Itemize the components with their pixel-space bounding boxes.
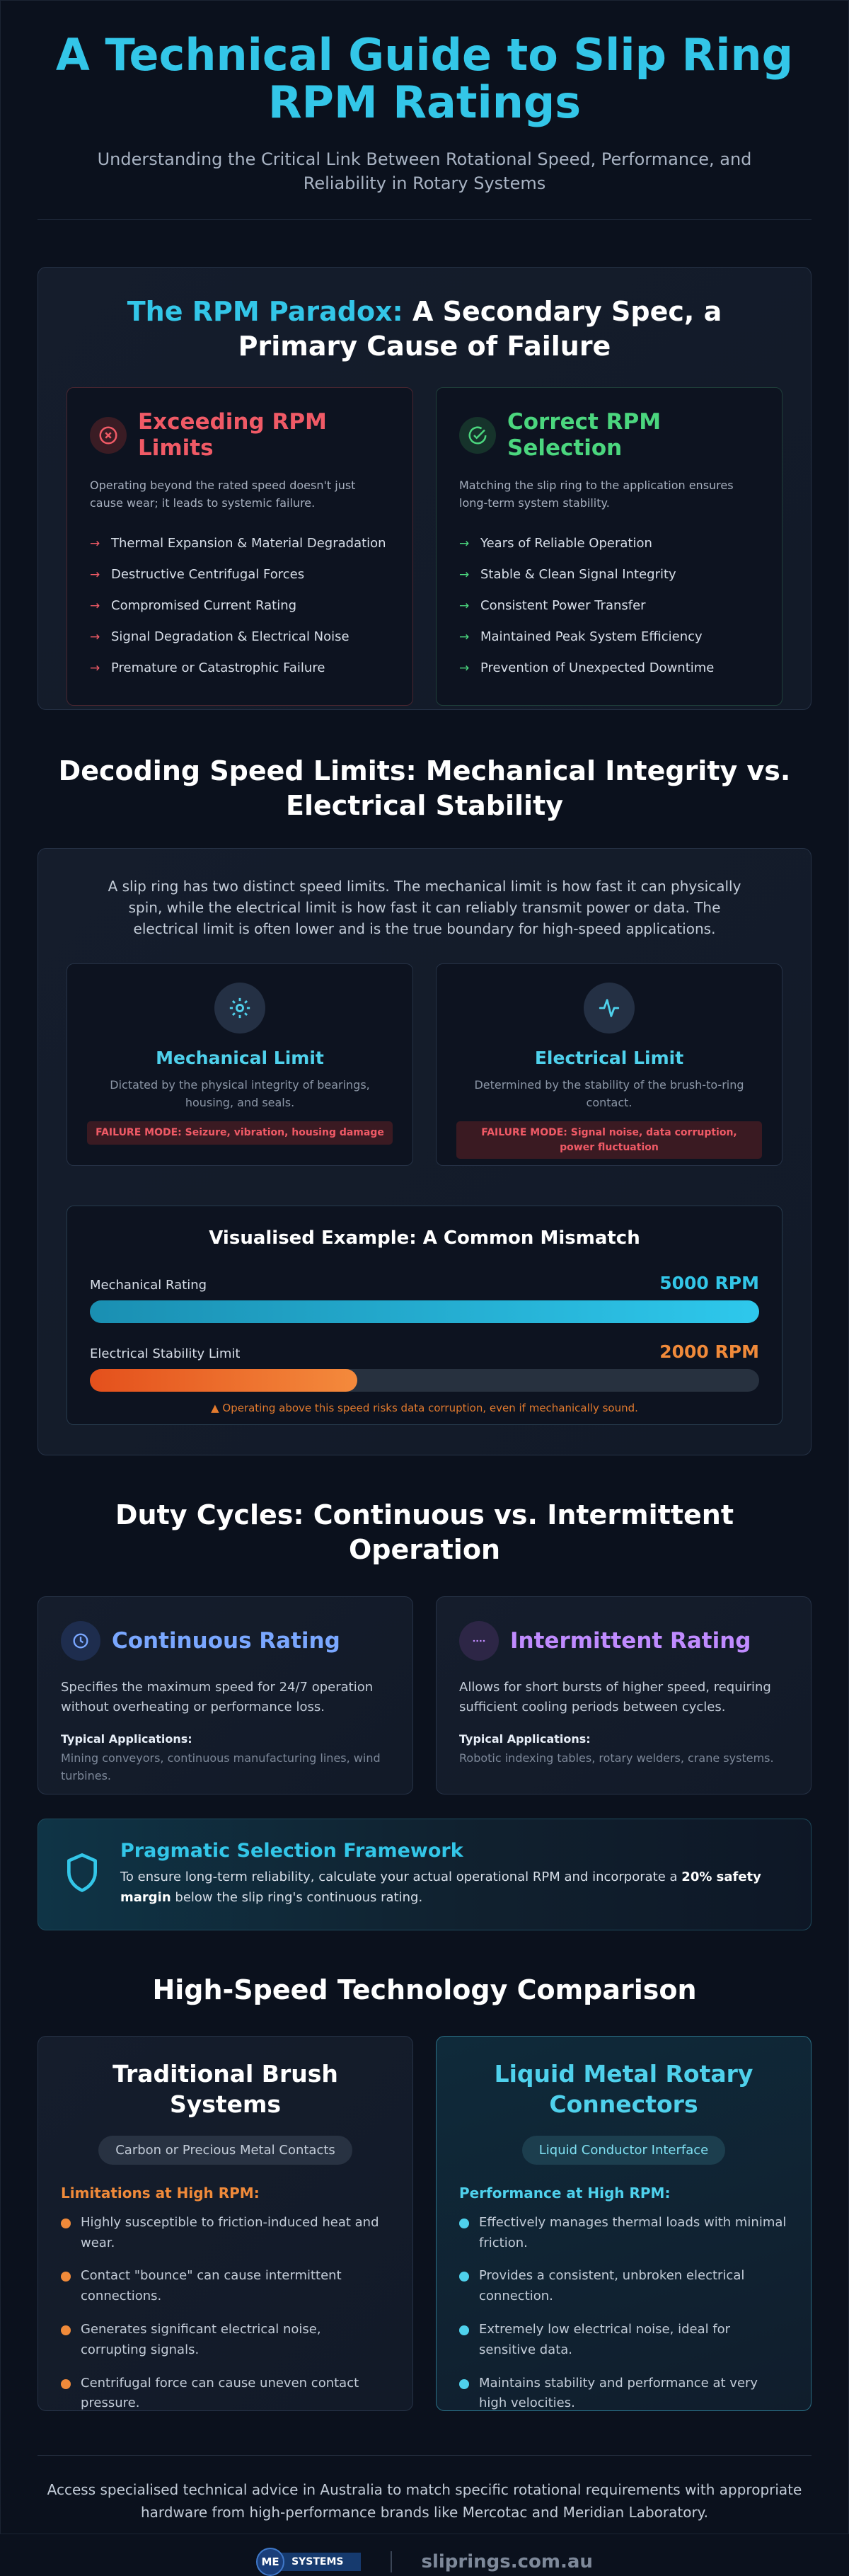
continuous-rating-title: Continuous Rating [112, 1627, 340, 1654]
arrow-right-icon: → [459, 598, 470, 613]
list-item [459, 590, 759, 622]
exceeding-rpm-desc: Operating beyond the rated speed doesn't just cause wear; it leads to systemic failure. [90, 479, 356, 510]
arrow-right-icon: → [459, 660, 470, 675]
mechanical-limit-title: Mechanical Limit [156, 1047, 324, 1068]
electrical-limit-track [90, 1369, 759, 1392]
list-item [90, 590, 390, 622]
mismatch-title: Visualised Example: A Common Mismatch [209, 1227, 640, 1249]
electrical-limit-title: Electrical Limit [534, 1047, 684, 1068]
brush-systems-title: Traditional Brush Systems [112, 2060, 338, 2118]
liquid-metal-title: Liquid Metal Rotary Connectors [494, 2060, 753, 2118]
electrical-limit-desc: Determined by the stability of the brush-to-ring contact. [474, 1077, 744, 1109]
mismatch-example [67, 1206, 782, 1425]
continuous-apps-label: Typical Applications: [61, 1732, 192, 1746]
bullet-dot-icon [61, 2272, 71, 2282]
divider [37, 219, 812, 220]
liquid-performance-heading: Performance at High RPM: [459, 2184, 671, 2202]
dashes-icon [459, 1621, 499, 1661]
footer-divider [37, 2455, 812, 2456]
list-item [61, 2374, 390, 2415]
list-item [459, 2374, 788, 2415]
bullet-dot-icon [61, 2379, 71, 2389]
logo-mark: ME [256, 2548, 284, 2576]
logo-text: SYSTEMS [279, 2553, 360, 2571]
paradox-title [67, 294, 782, 365]
exceeding-rpm-title: Exceeding RPM Limits [138, 408, 327, 462]
continuous-apps: Mining conveyors, continuous manufacturing lines, wind turbines. [61, 1751, 381, 1783]
rpm-paradox-panel [37, 267, 812, 710]
electrical-limit-value: 2000 RPM [659, 1341, 759, 1362]
electrical-failure-badge: FAILURE MODE: Signal noise, data corruption, power fluctuation [456, 1121, 762, 1159]
list-item-text: Contact "bounce" can cause intermittent connections. [81, 2268, 342, 2304]
me-systems-logo[interactable] [256, 2548, 360, 2576]
framework-text-pre: To ensure long-term reliability, calculate your actual operational RPM and incorporate a [120, 1870, 678, 1885]
paradox-title-highlight: The RPM Paradox: [127, 296, 403, 328]
list-item-text: Generates significant electrical noise, corrupting signals. [81, 2322, 321, 2357]
list-item-text: Compromised Current Rating [111, 598, 297, 614]
list-item [90, 622, 390, 653]
page-title: A Technical Guide to Slip Ring RPM Ratings [55, 29, 794, 128]
framework-text [120, 1867, 787, 1908]
framework-safety-margin: 20% safety margin [120, 1870, 761, 1906]
footer [37, 2478, 812, 2576]
brush-limitations-heading: Limitations at High RPM: [61, 2184, 260, 2202]
liquid-metal-pill: Liquid Conductor Interface [522, 2136, 726, 2165]
footer-text: Access specialised technical advice in Australia to match specific rotational requirements with appropriate hardware from high-performance brands like Mercotac and Meridian Laboratory. [47, 2481, 802, 2521]
paradox-title-rest: A Secondary Spec, a Primary Cause of Failure [238, 296, 722, 362]
brush-limitations-list [61, 2213, 390, 2414]
hero [37, 1, 812, 195]
brush-systems-pill: Carbon or Precious Metal Contacts [98, 2136, 352, 2165]
list-item-text: Thermal Expansion & Material Degradation [111, 536, 386, 551]
correct-rpm-desc: Matching the slip ring to the application ensures long-term system stability. [459, 479, 734, 510]
list-item [459, 559, 759, 590]
pulse-icon [584, 983, 635, 1034]
selection-framework-banner [37, 1819, 812, 1930]
list-item-text: Highly susceptible to friction-induced heat and wear. [81, 2214, 379, 2250]
arrow-right-icon: → [90, 660, 100, 675]
list-item [90, 653, 390, 684]
electrical-limit-label: Electrical Stability Limit [90, 1346, 241, 1361]
arrow-right-icon: → [90, 598, 100, 613]
intermittent-rating-title: Intermittent Rating [510, 1627, 751, 1654]
gear-icon [214, 983, 265, 1034]
arrow-right-icon: → [90, 629, 100, 644]
list-item-text: Prevention of Unexpected Downtime [480, 660, 715, 676]
footer-separator [391, 2551, 392, 2572]
mechanical-limit-desc: Dictated by the physical integrity of bearings, housing, and seals. [110, 1077, 370, 1109]
list-item [459, 2213, 788, 2254]
list-item [459, 622, 759, 653]
decoding-panel [37, 848, 812, 1455]
decoding-title: Decoding Speed Limits: Mechanical Integrity vs. Electrical Stability [58, 755, 791, 822]
continuous-rating-desc: Specifies the maximum speed for 24/7 operation without overheating or performance loss. [61, 1679, 374, 1715]
comparison-title: High-Speed Technology Comparison [152, 1974, 697, 2005]
list-item-text: Destructive Centrifugal Forces [111, 567, 305, 583]
bullet-dot-icon [61, 2325, 71, 2335]
list-item-text: Maintains stability and performance at very high velocities. [479, 2375, 758, 2411]
website-link[interactable]: sliprings.com.au [421, 2551, 593, 2573]
check-circle-icon [459, 417, 496, 454]
list-item [459, 2266, 788, 2307]
list-item-text: Premature or Catastrophic Failure [111, 660, 325, 676]
intermittent-rating-desc: Allows for short bursts of higher speed, requiring sufficient cooling periods between cycles. [459, 1679, 771, 1715]
list-item [90, 528, 390, 559]
electrical-limit-bar [90, 1369, 357, 1392]
correct-rpm-title: Correct RPM Selection [507, 408, 662, 462]
bullet-dot-icon [61, 2219, 71, 2228]
liquid-metal-card [436, 2036, 812, 2411]
electrical-limit-card [436, 963, 782, 1166]
list-item-text: Centrifugal force can cause uneven contact pressure. [81, 2375, 359, 2411]
bullet-dot-icon [459, 2325, 469, 2335]
mechanical-rating-bar [90, 1300, 759, 1323]
brush-systems-card [37, 2036, 413, 2411]
list-item-text: Signal Degradation & Electrical Noise [111, 629, 350, 645]
mechanical-failure-badge: FAILURE MODE: Seizure, vibration, housing damage [87, 1121, 393, 1144]
duty-cycles-title: Duty Cycles: Continuous vs. Intermittent Operation [115, 1499, 734, 1566]
list-item [90, 559, 390, 590]
list-item [61, 2320, 390, 2361]
list-item [459, 2320, 788, 2361]
list-item [61, 2266, 390, 2307]
arrow-right-icon: → [459, 567, 470, 582]
framework-title: Pragmatic Selection Framework [120, 1840, 463, 1862]
x-circle-icon [90, 417, 127, 454]
mechanical-limit-card [67, 963, 413, 1166]
bullet-dot-icon [459, 2219, 469, 2228]
continuous-rating-card [37, 1596, 413, 1794]
list-item [459, 528, 759, 559]
exceeding-rpm-card [67, 387, 413, 706]
list-item-text: Stable & Clean Signal Integrity [480, 567, 676, 583]
liquid-performance-list [459, 2213, 788, 2414]
arrow-right-icon: → [90, 567, 100, 582]
mechanical-rating-label: Mechanical Rating [90, 1277, 207, 1293]
intermittent-apps: Robotic indexing tables, rotary welders, crane systems. [459, 1751, 774, 1765]
mechanical-rating-track [90, 1300, 759, 1323]
mechanical-rating-value: 5000 RPM [659, 1272, 759, 1293]
arrow-right-icon: → [90, 536, 100, 551]
mismatch-warning: ▲ Operating above this speed risks data corruption, even if mechanically sound. [211, 1401, 638, 1414]
correct-rpm-card [436, 387, 782, 706]
framework-text-post: below the slip ring's continuous rating. [175, 1890, 423, 1906]
intermittent-apps-label: Typical Applications: [459, 1732, 591, 1746]
bullet-dot-icon [459, 2272, 469, 2282]
list-item [459, 653, 759, 684]
intermittent-rating-card [436, 1596, 812, 1794]
list-item-text: Consistent Power Transfer [480, 598, 646, 614]
page-subtitle: Understanding the Critical Link Between Rotational Speed, Performance, and Reliability in Rotary Systems [97, 149, 752, 193]
exceeding-rpm-list [90, 528, 390, 684]
list-item-text: Effectively manages thermal loads with minimal friction. [479, 2214, 787, 2250]
correct-rpm-list [459, 528, 759, 684]
list-item [61, 2213, 390, 2254]
arrow-right-icon: → [459, 536, 470, 551]
list-item-text: Maintained Peak System Efficiency [480, 629, 703, 645]
clock-icon [61, 1621, 100, 1661]
decoding-intro: A slip ring has two distinct speed limits. The mechanical limit is how fast it can physically spin, while the electrical limit is how fast it can reliably transmit power or data. The electrical limit is often lower and is the true boundary for high-speed applications. [108, 877, 741, 937]
list-item-text: Years of Reliable Operation [480, 536, 652, 551]
list-item-text: Provides a consistent, unbroken electrical connection. [479, 2268, 745, 2304]
shield-icon [62, 1851, 102, 1898]
bullet-dot-icon [459, 2379, 469, 2389]
arrow-right-icon: → [459, 629, 470, 644]
list-item-text: Extremely low electrical noise, ideal for sensitive data. [479, 2322, 731, 2357]
